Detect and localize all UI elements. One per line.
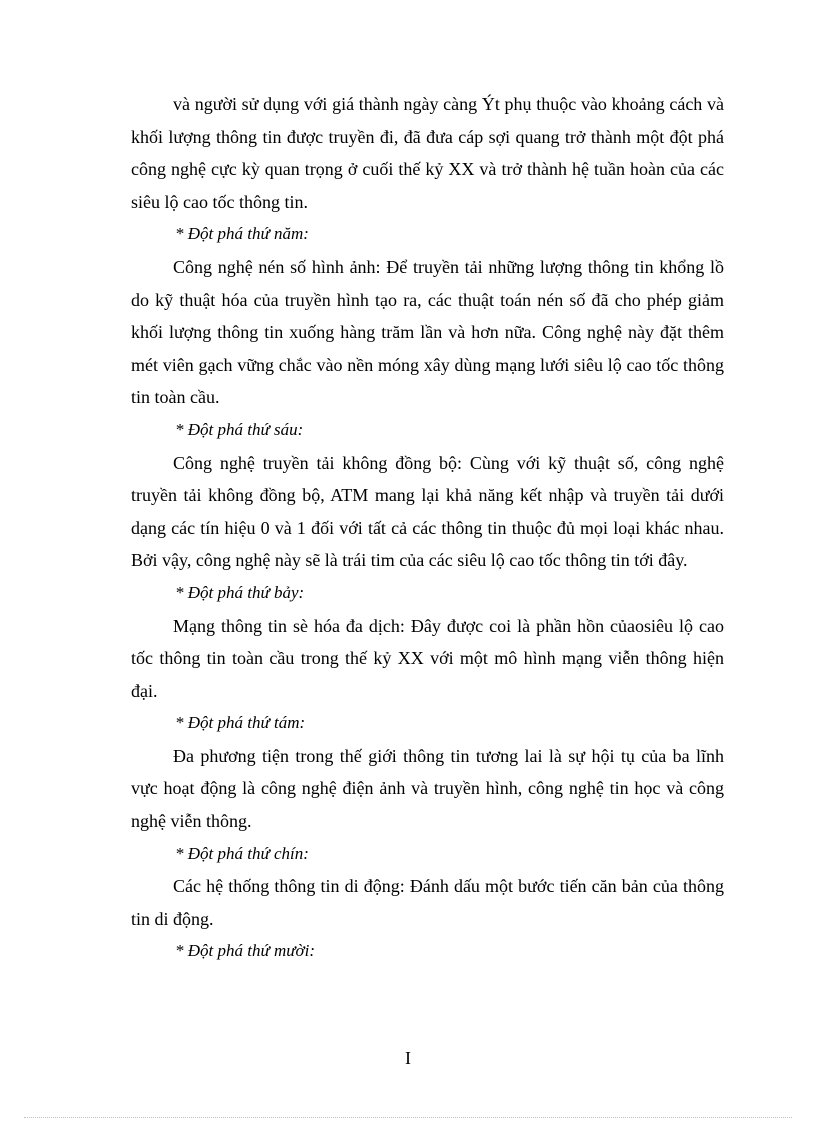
heading-breakthrough-9: * Đột phá thứ chín: (175, 843, 309, 863)
heading-breakthrough-10: * Đột phá thứ mười: (175, 941, 316, 961)
paragraph-multimedia: Đa phương tiện trong thế giới thông tin tương lai là sự hội tụ của ba lĩnh vực hoạt động là công nghệ điện ảnh và truyền hình, công nghệ tin học và công nghệ viễn thông. (131, 745, 724, 832)
heading-breakthrough-7: * Đột phá thứ bảy: (175, 582, 305, 602)
heading-breakthrough-6: * Đột phá thứ sáu: (175, 419, 304, 439)
paragraph-image-compression: Công nghệ nén số hình ảnh: Để truyền tải những lượng thông tin khổng lồ do kỹ thuật hóa của truyền hình tạo ra, các thuật toán nén số đã cho phép giảm khối lượng thông tin xuống hàng trăm lần và hơn nữa. Công nghệ này đặt thêm mét viên gạch vững chắc vào nền móng xây dùng mạng lưới siêu lộ cao tốc thông tin toàn cầu. (131, 256, 724, 408)
heading-breakthrough-5: * Đột phá thứ năm: (175, 224, 309, 244)
page-bottom-divider (24, 1117, 792, 1118)
paragraph-atm: Công nghệ truyền tải không đồng bộ: Cùng với kỹ thuật số, công nghệ truyền tải không đồng bộ, ATM mang lại khả năng kết nhập và truyền tải dưới dạng các tín hiệu 0 và 1 đối với tất cả các thông tin thuộc đủ mọi loại khác nhau. Bởi vậy, công nghệ này sẽ là trái tim của các siêu lộ cao tốc thông tin tới đây. (131, 452, 724, 571)
paragraph-fiber-optic: và người sử dụng với giá thành ngày càng Ýt phụ thuộc vào khoảng cách và khối lượng thông tin được truyền đi, đã đưa cáp sợi quang trở thành một đột phá công nghệ cực kỳ quan trọng ở cuối thế kỷ XX và trở thành hệ tuần hoàn của các siêu lộ cao tốc thông tin. (131, 94, 724, 212)
page-number: I (405, 1048, 411, 1068)
heading-breakthrough-8: * Đột phá thứ tám: (175, 713, 306, 733)
paragraph-digital-network: Mạng thông tin sè hóa đa dịch: Đây được coi là phần hồn củaosiêu lộ cao tốc thông tin toàn cầu trong thế kỷ XX với một mô hình mạng viễn thông hiện đại. (131, 615, 724, 701)
paragraph-mobile: Các hệ thống thông tin di động: Đánh dấu một bước tiến căn bản của thông tin di động. (131, 876, 724, 929)
document-body (131, 88, 724, 968)
